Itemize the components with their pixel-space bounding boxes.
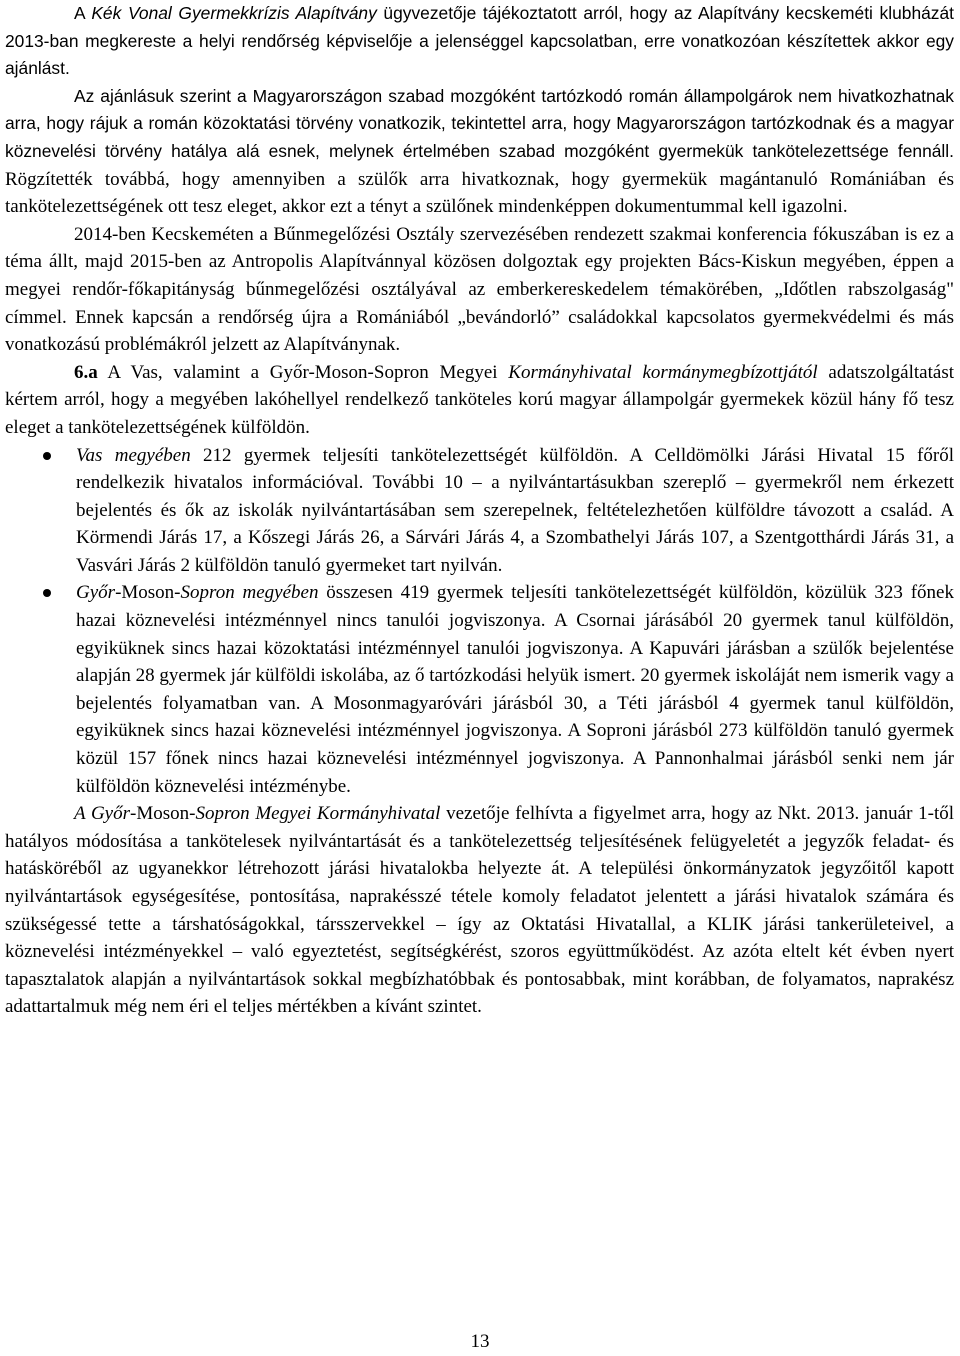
paragraph-text: Rögzítették továbbá, hogy amennyiben a szülők arra hivatkoznak, hogy gyermekük magántanuló Romániában és tankötelezettségének ott tesz eleget, akkor ezt a tényt a szülőnek mindenképpen dokumentummal kell igazolni. [5,168,954,218]
emphasis-text: A Győr [74,803,130,825]
county-bullet-list [5,442,954,801]
bullet-icon [43,452,51,460]
paragraph-text: vezetője felhívta a figyelmet arra, hogy az Nkt. 2013. január 1-től hatályos módosítása a tankötelesek nyilvántartását és a tankötelezettség teljesítésének felügyeletét a jegyzők feladat- és hatásköréből az ugyanekkor létrehozott járási hivatalokba helyezte át. A települési önkormányzatok jegyzőitől kapott nyilvántartások egységesítése, pontosítása, naprakésszé tétele komoly feladatot jelentett a járási hivatalok számára és szükségessé tette a társhatóságokkal, társszervekkel – így az Oktatási Hivatallal, a KLIK járási tankerületeivel, a köznevelési intézményekkel – való egyeztetést, segítségkérést, szoros együttműködést. Az azóta eltelt két évben nyert tapasztalatok alapján a nyilvántartások sokkal megbízhatóbbak és pontosabbak, mint korábban, de folyamatos, naprakész adattartalmuk még nem éri el teljes mértékben a kívánt szintet. [5,803,955,1018]
section-number: 6.a [74,361,98,383]
paragraph-text: ügyvezetője tájékoztatott arról, hogy az Alapítvány kecskeméti klubházát 2013-ban megkereste a helyi rendőrség képviselője a jelenséggel kapcsolatban, erre vonatkozóan készítettek akkor egy ajánlást. [5,3,954,79]
paragraph-recommendation [5,83,954,221]
paragraph-text: A Vas, valamint a Győr-Moson-Sopron Megyei [97,361,509,383]
county-name: Győr [76,582,116,604]
list-item-text: 212 gyermek teljesíti tankötelezettségét külföldön. A Celldömölki Járási Hivatal 15 főről rendelkezik hivatalos információval. További 10 – a nyilvántartásukban szereplő – gyermekről nem érkezett bejelentés és ők az iskolák nyilvántartásában sem szerepelnek, feltételezhetően külföldre távozott a család. A Körmendi Járás 17, a Kőszegi Járás 26, a Sárvári Járás 4, a Szombathelyi Járás 107, a Szentgotthárdi Járás 31, a Vasvári Járás 2 külföldön tanuló gyermeket tart nyilván. [76,444,954,576]
organization-name: Kék Vonal Gyermekkrízis Alapítvány [91,3,377,23]
county-name: Sopron megyében [180,582,319,604]
paragraph-kek-vonal: A Kék Vonal Gyermekkrízis Alapítvány ügyvezetője tájékoztatott arról, hogy az Alapítvány kecskeméti klubházát 2013-ban megkereste a helyi rendőrség képviselője a jelenséggel kapcsolatban, erre vonatkozóan készítettek akkor egy ajánlást. [5,3,954,79]
paragraph-government-office [5,800,954,1021]
paragraph-section-6a [5,359,954,442]
emphasis-text: Sopron Megyei Kormányhivatal [195,803,441,825]
county-name: -Moson- [115,582,181,604]
paragraph-conference: 2014-ben Kecskeméten a Bűnmegelőzési Osztály szervezésében rendezett szakmai konferencia fókuszában is ez a téma állt, majd 2015-ben az Antropolis Alapítvánnyal közösen dolgoztak egy projekten Bács-Kiskun megyében, éppen a megyei rendőr-főkapitányság bűnmegelőzési osztályával az emberkereskedelem témakörében, „Időtlen rabszolgaság" címmel. Ennek kapcsán a rendőrség újra a Romániából „bevándorló” családokkal kapcsolatos gyermekvédelmi és más vonatkozású problémákról jelzett az Alapítványnak. [5,223,954,356]
list-item-text: összesen 419 gyermek teljesíti tankötelezettségét külföldön, közülük 323 főnek hazai köznevelési intézménnyel nincs tanulói jogviszonya. A Csornai járásából 20 gyermek tanul külföldön, egyiküknek sincs hazai közoktatási intézménnyel tanulói jogviszonya. A Kapuvári járásban a szülők bejelentése alapján 28 gyermek jár külföldi iskolába, az ő tartózkodási helyük ismert. 20 gyermek iskoláját nem ismerik vagy a bejelentés folyamatban van. A Mosonmagyaróvári járásból 30, a Téti járásból 4 gyermek tanul külföldön, egyiküknek sincs hazai köznevelési intézménnyel jogviszonya. A Soproni járásból 273 külföldön tanuló gyermek közül 157 főnek nincs hazai köznevelési intézménnyel jogviszonya. A Pannonhalmai járásból senki nem jár külföldön köznevelési intézménybe. [76,582,954,797]
bullet-icon [43,589,51,597]
page-number: 13 [470,1331,490,1352]
list-item [76,579,954,800]
county-name: Vas megyében [76,444,191,466]
emphasis-text: Kormányhivatal kormánymegbízottjától [508,361,818,383]
list-item [76,442,954,580]
paragraph-text: adatszolgáltatást kértem arról, hogy a megyében lakóhellyel rendelkező tanköteles korú magyar állampolgár gyermekek közül hány fő tesz eleget a tankötelezettségének külföldön. [5,361,954,438]
paragraph-text: Az ajánlásuk szerint a Magyarországon szabad mozgóként tartózkodó román állampolgárok nem hivatkozhatnak arra, hogy rájuk a román közoktatási törvény vonatkozik, tekintettel arra, hogy Magyarországon tartózkodnak és a magyar köznevelési törvény hatálya alá esnek, melynek értelmében szabad mozgóként gyermekük tankötelezettsége fennáll. [5,85,954,161]
emphasis-text: -Moson- [130,803,196,825]
